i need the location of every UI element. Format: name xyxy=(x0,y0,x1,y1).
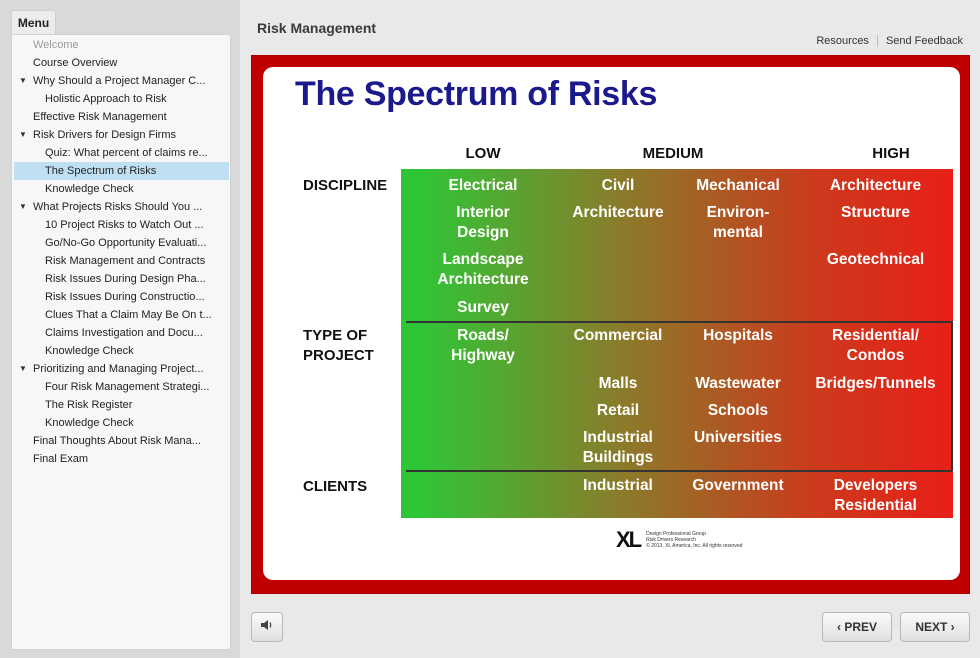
menu-item-label: Risk Issues During Design Pha... xyxy=(45,273,206,285)
col-low: LOW xyxy=(465,145,501,162)
cell-electrical: Electrical xyxy=(448,177,518,194)
menu-item-label: Course Overview xyxy=(33,57,118,69)
caret-down-icon[interactable]: ▼ xyxy=(19,76,27,85)
menu-item[interactable] xyxy=(14,306,229,324)
cell-geotechnical: Geotechnical xyxy=(826,251,925,268)
send-feedback-link[interactable]: Send Feedback xyxy=(885,35,963,47)
cell-environ-line2: mental xyxy=(713,224,763,241)
menu-item-label: Knowledge Check xyxy=(45,345,134,357)
cell-universities: Universities xyxy=(694,429,782,446)
cell-roads-line1: Roads/ xyxy=(457,327,509,344)
xl-logo-mark: XL xyxy=(616,527,641,552)
prev-button[interactable] xyxy=(822,612,892,642)
cell-wastewater: Wastewater xyxy=(695,375,781,392)
cell-malls: Malls xyxy=(598,375,638,392)
cell-landscape-line1: Landscape xyxy=(442,251,524,268)
speaker-icon xyxy=(260,620,274,634)
menu-item-label: Welcome xyxy=(33,39,79,51)
cell-architecture-high: Architecture xyxy=(829,177,922,194)
cell-environmental xyxy=(678,203,798,243)
menu-item[interactable] xyxy=(14,360,229,378)
caret-down-icon[interactable]: ▼ xyxy=(19,130,27,139)
cell-developers-line2: Residential xyxy=(834,497,917,514)
menu-item[interactable] xyxy=(14,324,229,342)
sidebar xyxy=(0,0,240,658)
menu-item-label: Four Risk Management Strategi... xyxy=(45,381,210,393)
menu-item-label: The Risk Register xyxy=(45,399,133,411)
menu-item[interactable] xyxy=(14,36,229,54)
cell-roads-highway xyxy=(423,326,543,366)
row-clients: CLIENTS xyxy=(303,478,368,495)
cell-government: Government xyxy=(692,477,784,494)
logo-line3: © 2013, XL America, Inc. All rights reserved xyxy=(646,543,743,549)
link-divider xyxy=(877,35,878,47)
menu-item[interactable] xyxy=(14,54,229,72)
next-label: NEXT xyxy=(915,620,948,634)
cell-retail: Retail xyxy=(596,402,640,419)
menu-item[interactable] xyxy=(14,72,229,90)
cell-interior-line1: Interior xyxy=(456,204,510,221)
menu-item[interactable] xyxy=(14,162,229,180)
menu-item[interactable] xyxy=(14,198,229,216)
row-divider-2 xyxy=(406,470,952,472)
cell-industrial-b-line2: Buildings xyxy=(582,449,654,466)
cell-interior-line2: Design xyxy=(457,224,509,241)
caret-down-icon[interactable]: ▼ xyxy=(19,202,27,211)
menu-item[interactable] xyxy=(14,126,229,144)
menu-item[interactable] xyxy=(14,378,229,396)
menu-item-label: Claims Investigation and Docu... xyxy=(45,327,203,339)
menu-item[interactable] xyxy=(14,216,229,234)
cell-industrial-b-line1: Industrial xyxy=(583,429,653,446)
menu-item-label: What Projects Risks Should You ... xyxy=(33,201,203,213)
menu-tab[interactable]: Menu xyxy=(11,10,56,34)
cell-residential-condos xyxy=(808,326,943,366)
menu-item-label: The Spectrum of Risks xyxy=(45,165,157,177)
row-discipline: DISCIPLINE xyxy=(303,177,388,194)
cell-interior-design xyxy=(423,203,543,243)
cell-mechanical: Mechanical xyxy=(696,177,780,194)
caret-down-icon[interactable]: ▼ xyxy=(19,364,27,373)
cell-residential-line2: Condos xyxy=(846,347,905,364)
cell-industrial-buildings xyxy=(558,428,678,468)
menu-item-label: Why Should a Project Manager C... xyxy=(33,75,206,87)
cell-structure: Structure xyxy=(841,204,910,221)
slide xyxy=(263,67,960,580)
next-button[interactable] xyxy=(900,612,970,642)
cell-civil: Civil xyxy=(601,177,635,194)
xl-logo xyxy=(616,527,742,553)
menu-item-label: Risk Issues During Constructio... xyxy=(45,291,205,303)
course-title: Risk Management xyxy=(257,20,377,36)
row-divider-1 xyxy=(406,321,952,323)
chevron-left-icon: ‹ xyxy=(836,620,841,634)
menu-item-label: Prioritizing and Managing Project... xyxy=(33,363,204,375)
menu-item-label: Final Thoughts About Risk Mana... xyxy=(33,435,201,447)
logo-line1: Design Professional Group xyxy=(646,531,706,537)
menu-item[interactable] xyxy=(14,180,229,198)
menu-item-label: 10 Project Risks to Watch Out ... xyxy=(45,219,204,231)
cell-environ-line1: Environ- xyxy=(706,204,770,221)
row-type-of-project xyxy=(303,326,374,366)
menu-item-label: Effective Risk Management xyxy=(33,111,167,123)
cell-bridges-tunnels: Bridges/Tunnels xyxy=(815,375,936,392)
menu-item[interactable] xyxy=(14,234,229,252)
menu-item[interactable] xyxy=(14,432,229,450)
logo-line2: Risk Drivers Research xyxy=(646,537,696,543)
cell-schools: Schools xyxy=(707,402,769,419)
col-high: HIGH xyxy=(872,145,910,162)
row-divider-right xyxy=(951,321,953,471)
menu-item[interactable] xyxy=(14,90,229,108)
menu-item[interactable] xyxy=(14,108,229,126)
cell-industrial: Industrial xyxy=(583,477,653,494)
menu-item-label: Quiz: What percent of claims re... xyxy=(45,147,208,159)
cell-architecture-medium: Architecture xyxy=(572,204,664,221)
menu-item-label: Knowledge Check xyxy=(45,417,134,429)
menu-item[interactable] xyxy=(14,414,229,432)
menu-item[interactable] xyxy=(14,144,229,162)
row-type-line2: PROJECT xyxy=(303,347,374,364)
menu-item-label: Clues That a Claim May Be On t... xyxy=(45,309,212,321)
cell-roads-line2: Highway xyxy=(451,347,515,364)
menu-item[interactable] xyxy=(14,396,229,414)
top-links xyxy=(816,35,963,47)
main-panel xyxy=(240,0,980,658)
menu-item[interactable] xyxy=(14,288,229,306)
menu-item-label: Final Exam xyxy=(33,453,89,465)
cell-landscape-architecture xyxy=(423,250,543,290)
cell-residential-line1: Residential/ xyxy=(832,327,919,344)
menu-item-label: Risk Drivers for Design Firms xyxy=(33,129,177,141)
audio-button[interactable] xyxy=(251,612,283,642)
menu-item-label: Risk Management and Contracts xyxy=(45,255,206,267)
cell-landscape-line2: Architecture xyxy=(437,271,529,288)
cell-developers-residential xyxy=(808,476,943,516)
slide-frame xyxy=(251,55,970,594)
slide-title: The Spectrum of Risks xyxy=(295,75,658,113)
cell-commercial: Commercial xyxy=(573,327,663,344)
menu-item-label: Holistic Approach to Risk xyxy=(45,93,167,105)
menu-item[interactable] xyxy=(14,342,229,360)
resources-link[interactable]: Resources xyxy=(816,35,869,47)
col-medium: MEDIUM xyxy=(642,145,704,162)
menu-item[interactable] xyxy=(14,252,229,270)
cell-survey: Survey xyxy=(457,299,509,316)
cell-hospitals: Hospitals xyxy=(703,327,773,344)
menu-item-label: Go/No-Go Opportunity Evaluati... xyxy=(45,237,207,249)
chevron-right-icon: › xyxy=(950,620,955,634)
menu-item-label: Knowledge Check xyxy=(45,183,134,195)
prev-label: PREV xyxy=(844,620,878,634)
menu-item[interactable] xyxy=(14,450,229,468)
row-type-line1: TYPE OF xyxy=(303,327,368,344)
xl-logo-text xyxy=(646,531,742,549)
menu-item[interactable] xyxy=(14,270,229,288)
menu-list xyxy=(11,34,231,650)
cell-developers-line1: Developers xyxy=(833,477,918,494)
